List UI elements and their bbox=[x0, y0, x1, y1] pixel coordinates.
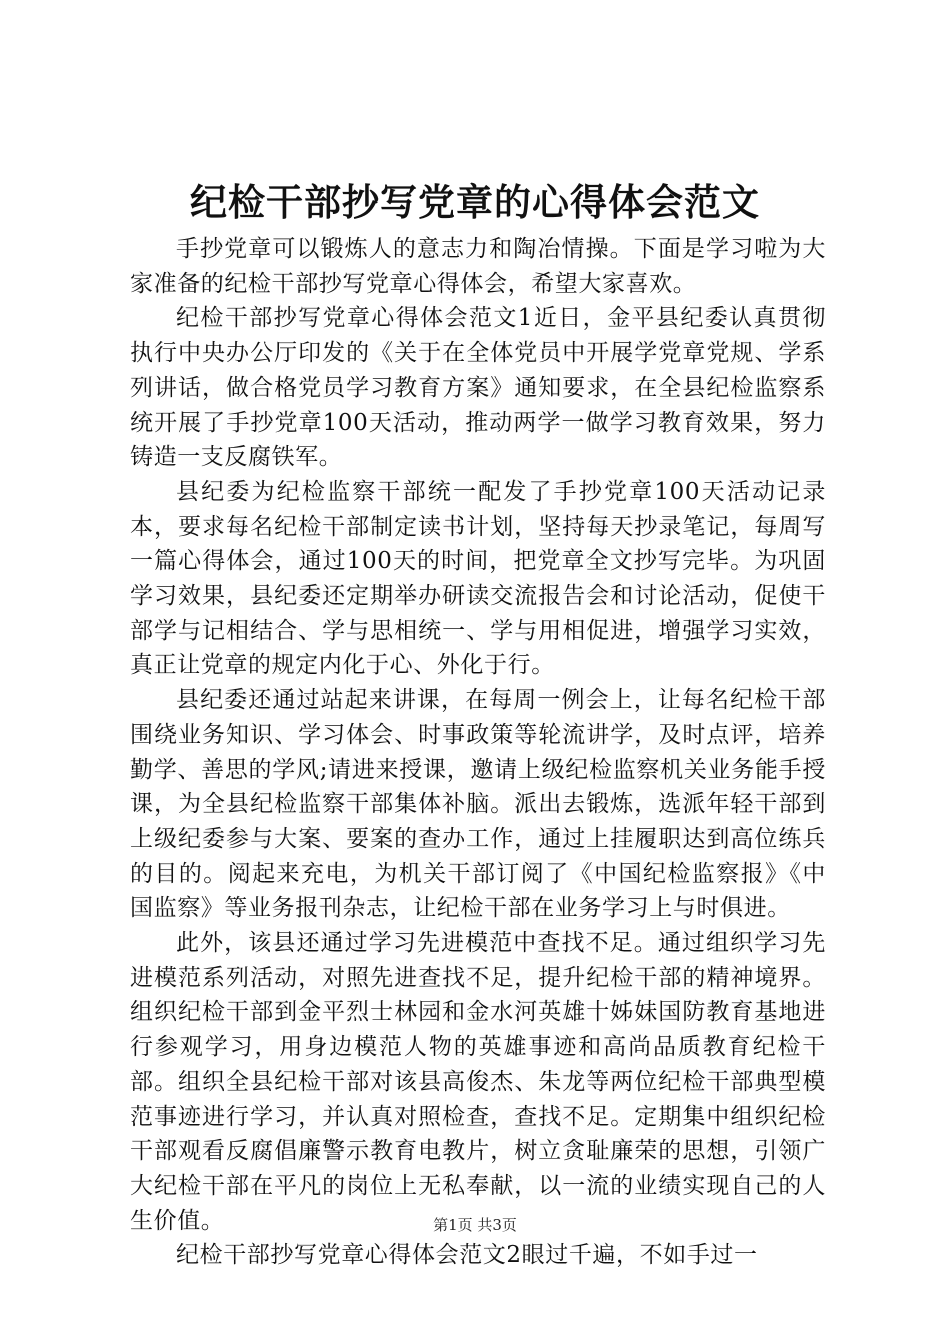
paragraph-lectures: 县纪委还通过站起来讲课，在每周一例会上，让每名纪检干部围绕业务知识、学习体会、时事政策等轮流讲学，及时点评，培养勤学、善思的学风;请进来授课，邀请上级纪检监察机关业务能手授课，为全县纪检监察干部集体补脑。派出去锻炼，选派年轻干部到上级纪委参与大案、要案的查办工作，通过上挂履职达到高位练兵的目的。阅起来充电，为机关干部订阅了《中国纪检监察报》《中国监察》等业务报刊杂志，让纪检干部在业务学习上与时俱进。 bbox=[130, 687, 826, 922]
page-footer: 第1页 共3页 bbox=[433, 1216, 517, 1234]
paragraph-sample-1: 纪检干部抄写党章心得体会范文1近日，金平县纪委认真贯彻执行中央办公厅印发的《关于在全体党员中开展学党章党规、学系列讲话，做合格党员学习教育方案》通知要求，在全县纪检监察系统开展了手抄党章100天活动，推动两学一做学习教育效果，努力铸造一支反腐铁军。 bbox=[130, 305, 826, 471]
paragraph-models: 此外，该县还通过学习先进模范中查找不足。通过组织学习先进模范系列活动，对照先进查找不足，提升纪检干部的精神境界。组织纪检干部到金平烈士林园和金水河英雄十姊妹国防教育基地进行参观学习，用身边模范人物的英雄事迹和高尚品质教育纪检干部。组织全县纪检干部对该县高俊杰、朱龙等两位纪检干部典型模范事迹进行学习，并认真对照检查，查找不足。定期集中组织纪检干部观看反腐倡廉警示教育电教片，树立贪耻廉荣的思想，引领广大纪检干部在平凡的岗位上无私奉献，以一流的业绩实现自己的人生价值。 bbox=[130, 930, 826, 1234]
document-title: 纪检干部抄写党章的心得体会范文 bbox=[190, 180, 760, 224]
paragraph-intro: 手抄党章可以锻炼人的意志力和陶冶情操。下面是学习啦为大家准备的纪检干部抄写党章心得体会，希望大家喜欢。 bbox=[130, 236, 826, 297]
paragraph-record-book: 县纪委为纪检监察干部统一配发了手抄党章100天活动记录本，要求每名纪检干部制定读书计划，坚持每天抄录笔记，每周写一篇心得体会，通过100天的时间，把党章全文抄写完毕。为巩固学习效果，县纪委还定期举办研读交流报告会和讨论活动，促使干部学与记相结合、学与思相统一、学与用相促进，增强学习实效，真正让党章的规定内化于心、外化于行。 bbox=[130, 478, 826, 679]
document-body bbox=[130, 232, 826, 1273]
paragraph-sample-2: 纪检干部抄写党章心得体会范文2眼过千遍，不如手过一 bbox=[176, 1242, 758, 1269]
